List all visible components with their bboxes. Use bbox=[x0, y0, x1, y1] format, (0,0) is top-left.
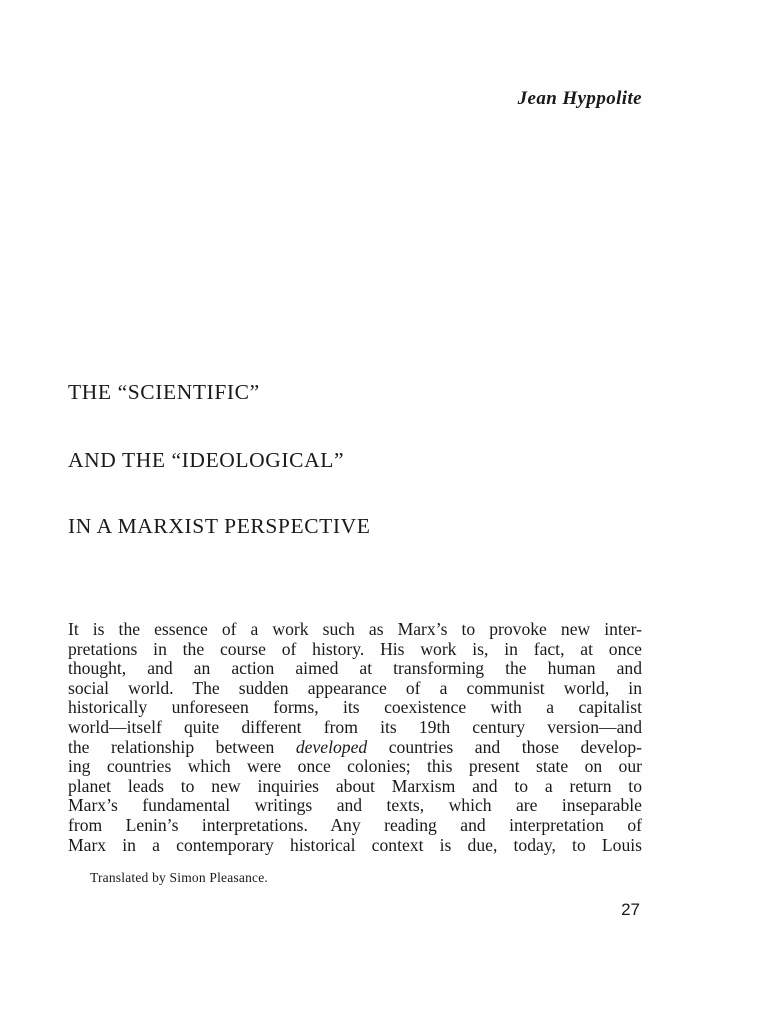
body-line: social world. The sudden appearance of a communist world, in bbox=[68, 678, 642, 698]
title-line-3: IN A MARXIST PERSPECTIVE bbox=[68, 514, 371, 538]
translator-footnote: Translated by Simon Pleasance. bbox=[90, 870, 268, 885]
body-line-part: countries and those develop- bbox=[367, 737, 642, 757]
body-line-with-emphasis bbox=[68, 738, 642, 758]
title-line-2: AND THE “IDEOLOGICAL” bbox=[68, 448, 345, 472]
body-line: pretations in the course of history. His work is, in fact, at once bbox=[68, 639, 642, 659]
emphasis-word: developed bbox=[295, 737, 368, 757]
body-line: historically unforeseen forms, its coexistence with a capitalist bbox=[68, 698, 642, 718]
body-line: world—itself quite different from its 19th century version—and bbox=[68, 717, 642, 737]
body-line: ing countries which were once colonies; this present state on our bbox=[68, 757, 642, 777]
body-line: planet leads to new inquiries about Marxism and to a return to bbox=[68, 776, 642, 796]
body-line-part: the relationship between bbox=[68, 737, 296, 757]
author-name: Jean Hyppolite bbox=[517, 88, 642, 109]
body-paragraph bbox=[68, 620, 642, 855]
page-number: 27 bbox=[621, 900, 640, 919]
body-line: It is the essence of a work such as Marx’s to provoke new inter- bbox=[68, 620, 642, 639]
body-line: thought, and an action aimed at transforming the human and bbox=[68, 659, 642, 679]
title-line-1: THE “SCIENTIFIC” bbox=[68, 380, 260, 404]
body-line: Marx’s fundamental writings and texts, which are inseparable bbox=[68, 796, 642, 816]
body-line: Marx in a contemporary historical context is due, today, to Louis bbox=[68, 835, 642, 855]
body-line: from Lenin’s interpretations. Any reading and interpretation of bbox=[68, 815, 642, 835]
